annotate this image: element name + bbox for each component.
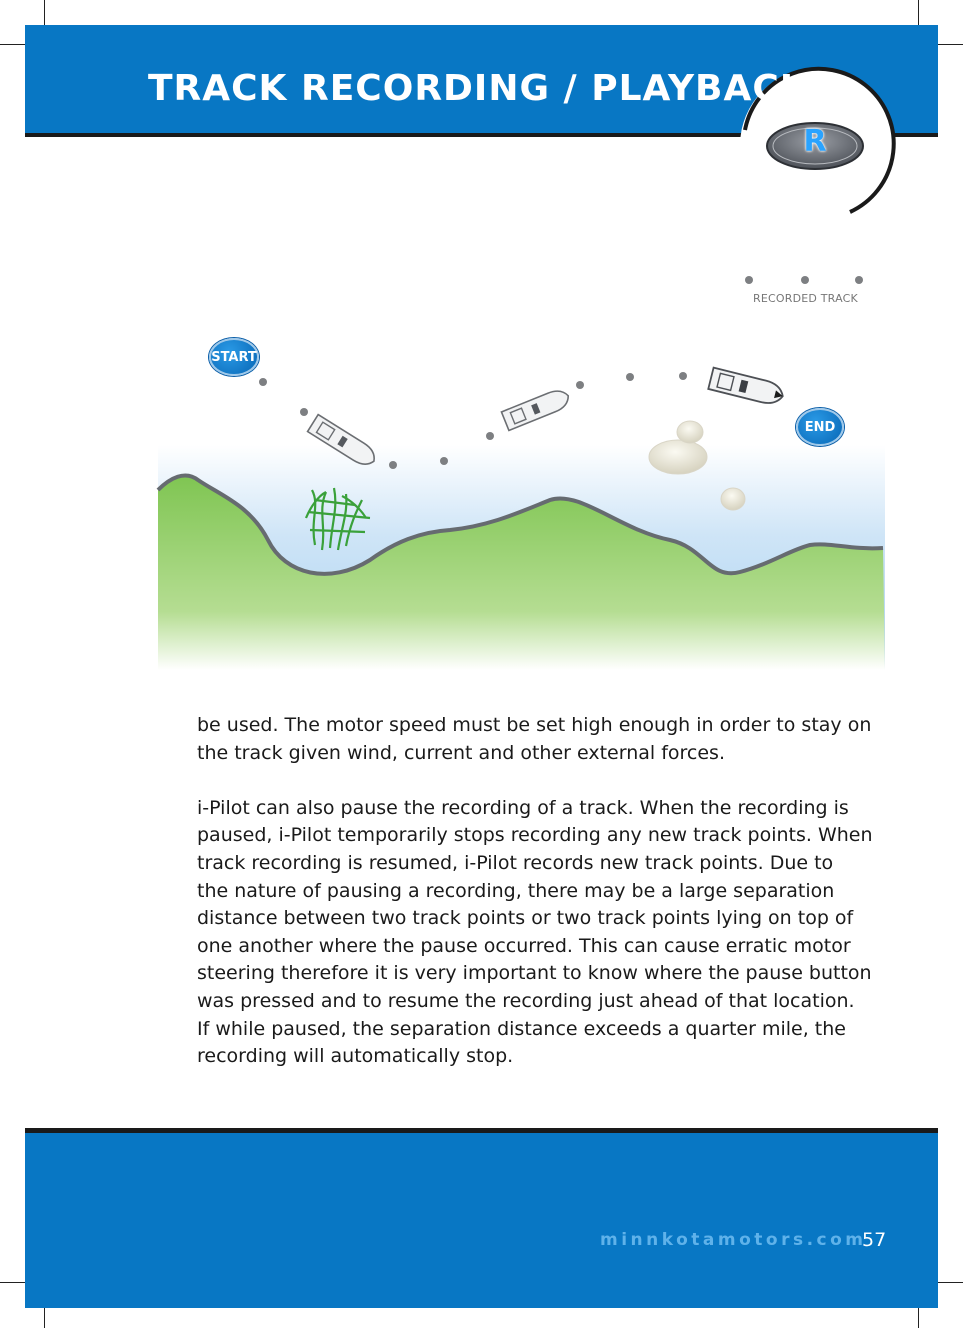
record-button-letter: R xyxy=(803,124,827,159)
boat-icon xyxy=(708,368,785,407)
footer-band xyxy=(25,1128,938,1308)
text-line: was pressed and to resume the recording just ahead of that location. xyxy=(197,989,855,1012)
page-number: 57 xyxy=(862,1229,887,1251)
text-line: track recording is resumed, i-Pilot records new track points. Due to xyxy=(197,851,834,874)
footer-url[interactable]: minnkotamotors.com xyxy=(600,1230,867,1250)
end-marker: END xyxy=(796,408,844,446)
text-line: If while paused, the separation distance exceeds a quarter mile, the xyxy=(197,1017,846,1040)
text-line: the nature of pausing a recording, there may be a large separation xyxy=(197,879,835,902)
page-title: TRACK RECORDING / PLAYBACK xyxy=(148,68,809,109)
body-text xyxy=(197,712,873,1071)
boat-icon xyxy=(501,386,572,430)
text-line: i-Pilot can also pause the recording of a track. When the recording is xyxy=(197,796,849,819)
text-line: steering therefore it is very important to know where the pause button xyxy=(197,962,872,985)
text-line: be used. The motor speed must be set high enough in order to stay on xyxy=(197,714,872,736)
legend-dots xyxy=(745,276,863,284)
text-line: distance between two track points or two track points lying on top of xyxy=(197,907,854,930)
text-line: one another where the pause occurred. This can cause erratic motor xyxy=(197,934,851,957)
text-line: paused, i-Pilot temporarily stops recording any new track points. When xyxy=(197,824,873,847)
text-line: recording will automatically stop. xyxy=(197,1045,514,1068)
track-illustration xyxy=(150,250,890,675)
text-line: the track given wind, current and other external forces. xyxy=(197,741,725,764)
legend-label: RECORDED TRACK xyxy=(753,292,858,305)
start-marker: START xyxy=(209,338,259,376)
